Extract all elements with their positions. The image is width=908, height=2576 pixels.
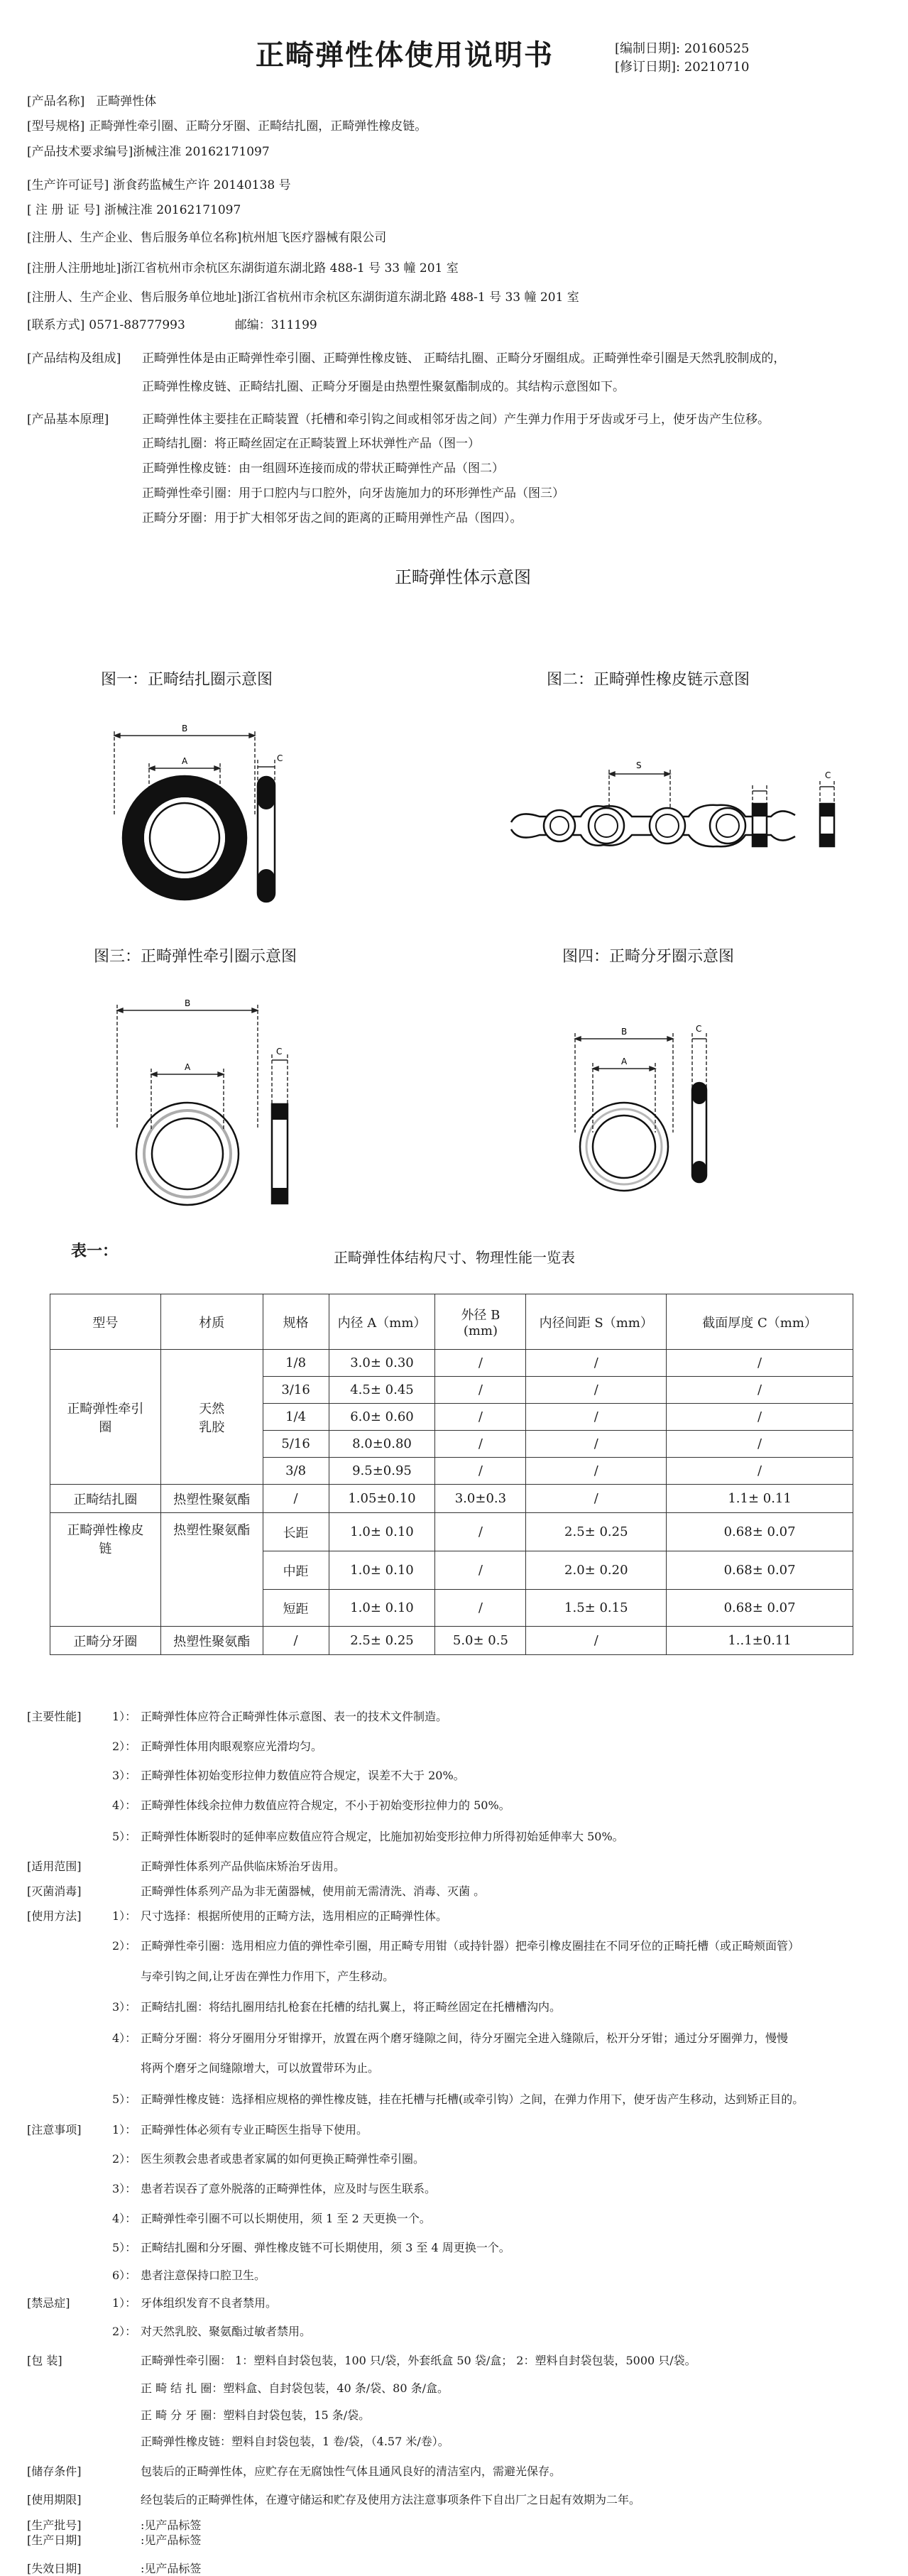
spacing-cell: / bbox=[526, 1377, 667, 1404]
note-text: 正 畸 分 牙 圈：塑料自封袋包装，15 条/袋。 bbox=[141, 2408, 371, 2422]
note-label: [包 装] bbox=[27, 2354, 62, 2367]
thickness-cell: 0.68± 0.07 bbox=[667, 1551, 853, 1590]
spec-cell: 3/8 bbox=[263, 1458, 329, 1485]
thickness-cell: 1.1± 0.11 bbox=[667, 1485, 853, 1513]
info-value: 正畸弹性牵引圈、正畸分牙圈、正畸结扎圈，正畸弹性橡皮链。 bbox=[89, 119, 427, 133]
note-label: [适用范围] bbox=[27, 1860, 82, 1873]
note-text: 正畸弹性橡皮链：塑料自封袋包装，1 卷/袋，（4.57 米/卷）。 bbox=[141, 2435, 449, 2448]
inner-diameter-cell: 6.0± 0.60 bbox=[329, 1404, 435, 1431]
header-cell: 材质 bbox=[160, 1294, 263, 1350]
thickness-cell: 0.68± 0.07 bbox=[667, 1513, 853, 1551]
note-text: 患者若误吞了意外脱落的正畸弹性体，应及时与医生联系。 bbox=[141, 2182, 437, 2195]
note-text: 正畸弹性牵引圈不可以长期使用，须 1 至 2 天更换一个。 bbox=[141, 2212, 431, 2225]
note-number: 5）： bbox=[112, 2241, 137, 2254]
info-row bbox=[27, 258, 459, 275]
inner-diameter-cell: 1.0± 0.10 bbox=[329, 1590, 435, 1627]
info-value: 浙食药监械生产许 20140138 号 bbox=[113, 178, 291, 192]
principle-line: 正畸弹性橡皮链：由一组圆环连接而成的带状正畸弹性产品（图二） bbox=[142, 462, 504, 476]
note-text: 正畸弹性牵引圈：选用相应力值的弹性牵引圈，用正畸专用钳（或持针器）把牵引橡皮圈挂在不同牙位的正畸托槽（或正畸颊面管） bbox=[141, 1939, 800, 1953]
note-line bbox=[27, 2491, 640, 2507]
note-line bbox=[27, 2090, 804, 2107]
note-number: 3）： bbox=[112, 2000, 137, 2014]
note-text: 正畸弹性体断裂时的延伸率应数值应符合规定，比施加初始变形拉伸力所得初始延伸率大 50%。 bbox=[141, 1830, 624, 1843]
principle-line: 正畸分牙圈：用于扩大相邻牙齿之间的距离的正畸用弹性产品（图四）。 bbox=[142, 511, 523, 525]
material-cell: 热塑性聚氨酯 bbox=[160, 1627, 263, 1655]
info-row bbox=[27, 315, 317, 332]
figure-2-elastic-chain bbox=[497, 738, 838, 880]
model-cell: 正畸结扎圈 bbox=[50, 1485, 161, 1513]
note-line bbox=[27, 2433, 449, 2449]
figure-1-title: 图一：正畸结扎圈示意图 bbox=[101, 671, 273, 689]
header-cell: 型号 bbox=[50, 1294, 161, 1350]
date-compiled: [编制日期]: 20160525 bbox=[615, 41, 750, 56]
note-text: 患者注意保持口腔卫生。 bbox=[141, 2269, 266, 2282]
principle-line: 正畸结扎圈：将正畸丝固定在正畸装置上环状弹性产品（图一） bbox=[142, 437, 480, 451]
note-line bbox=[27, 2239, 510, 2255]
header-cell: 内径 A（mm） bbox=[329, 1294, 435, 1350]
note-line bbox=[27, 2150, 425, 2166]
note-number: 5）： bbox=[112, 1830, 137, 1843]
note-line bbox=[27, 1907, 447, 1923]
note-label: [生产日期] bbox=[27, 2533, 82, 2547]
note-line bbox=[27, 2180, 436, 2196]
note-text: 正畸弹性体应符合正畸弹性体示意图、表一的技术文件制造。 bbox=[141, 1710, 448, 1723]
note-number: 4）： bbox=[112, 1799, 137, 1812]
info-label: [生产许可证号] bbox=[27, 178, 109, 192]
note-number: 5）： bbox=[112, 2092, 137, 2106]
note-number: 2）： bbox=[112, 2325, 137, 2338]
inner-diameter-cell: 2.5± 0.25 bbox=[329, 1627, 435, 1655]
outer-diameter-cell: / bbox=[435, 1513, 526, 1551]
info-label: [ 注 册 证 号] bbox=[27, 203, 100, 217]
note-number: 6）： bbox=[112, 2269, 137, 2282]
header-cell: 规格 bbox=[263, 1294, 329, 1350]
info-value: 正畸弹性体 bbox=[96, 94, 157, 109]
note-text: 对天然乳胶、聚氨酯过敏者禁用。 bbox=[141, 2325, 312, 2338]
document-title: 正畸弹性体使用说明书 bbox=[256, 39, 554, 72]
note-number: 3）： bbox=[112, 2182, 137, 2195]
note-text: :见产品标签 bbox=[141, 2518, 202, 2532]
structure-line: 正畸弹性橡皮链、正畸结扎圈、正畸分牙圈是由热塑性聚氨酯制成的。其结构示意图如下。 bbox=[142, 380, 625, 394]
note-text: 医生须教会患者或患者家属的如何更换正畸弹性牵引圈。 bbox=[141, 2152, 425, 2166]
note-label: [生产批号] bbox=[27, 2518, 82, 2532]
table-caption: 正畸弹性体结构尺寸、物理性能一览表 bbox=[334, 1249, 575, 1266]
note-text: 正 畸 结 扎 圈：塑料盒、自封袋包装，40 条/袋、80 条/盒。 bbox=[141, 2381, 449, 2395]
inner-diameter-cell: 8.0±0.80 bbox=[329, 1431, 435, 1458]
note-text: 经包装后的正畸弹性体，在遵守储运和贮存及使用方法注意事项条件下自出厂之日起有效期为二年。 bbox=[141, 2493, 641, 2506]
note-text: 正畸弹性体系列产品为非无菌器械，使用前无需清洗、消毒、灭菌 。 bbox=[141, 1884, 486, 1898]
note-text: :见产品标签 bbox=[141, 2562, 202, 2575]
thickness-cell: / bbox=[667, 1431, 853, 1458]
note-number: 3）： bbox=[112, 1769, 137, 1782]
note-text: 与牵引钩之间,让牙齿在弹性力作用下，产生移动。 bbox=[141, 1970, 395, 1983]
model-cell bbox=[50, 1513, 161, 1627]
dim-label-s: S bbox=[636, 760, 642, 770]
spacing-cell: 1.5± 0.15 bbox=[526, 1590, 667, 1627]
note-line bbox=[27, 2210, 431, 2226]
note-text: 牙体组织发育不良者禁用。 bbox=[141, 2296, 278, 2310]
inner-diameter-cell: 4.5± 0.45 bbox=[329, 1377, 435, 1404]
note-line bbox=[27, 2406, 370, 2423]
note-line bbox=[27, 2121, 368, 2137]
outer-diameter-cell: / bbox=[435, 1551, 526, 1590]
note-line bbox=[27, 2462, 561, 2479]
note-line bbox=[27, 2531, 201, 2548]
header-line: (mm) bbox=[463, 1324, 498, 1338]
spec-table bbox=[50, 1294, 853, 1655]
structure-line: 正畸弹性体是由正畸弹性牵引圈、正畸弹性橡皮链、 正畸结扎圈、正畸分牙圈组成。正畸弹性牵引圈是天然乳胶制成的， bbox=[142, 351, 786, 366]
note-line bbox=[27, 1767, 465, 1783]
inner-diameter-cell: 1.0± 0.10 bbox=[329, 1513, 435, 1551]
outer-diameter-cell: / bbox=[435, 1458, 526, 1485]
note-text: 尺寸选择：根据所使用的正畸方法，选用相应的正畸弹性体。 bbox=[141, 1909, 448, 1923]
info-postcode: 邮编：311199 bbox=[234, 318, 317, 332]
table-row bbox=[50, 1627, 853, 1655]
model-cell: 正畸分牙圈 bbox=[50, 1627, 161, 1655]
note-number: 1）： bbox=[112, 1710, 137, 1723]
table-row bbox=[50, 1485, 853, 1513]
dim-label-b: B bbox=[621, 1027, 628, 1037]
spec-cell: 短距 bbox=[263, 1590, 329, 1627]
note-line bbox=[27, 1937, 799, 1953]
model-line: 正畸弹性牵引 bbox=[67, 1401, 144, 1417]
info-label: [联系方式] bbox=[27, 318, 85, 332]
dim-label-c: C bbox=[276, 1047, 283, 1057]
figures-section-title: 正畸弹性体示意图 bbox=[395, 567, 531, 587]
note-line bbox=[27, 2516, 201, 2533]
thickness-cell: / bbox=[667, 1350, 853, 1377]
info-value: 浙江省杭州市余杭区东湖街道东湖北路 488-1 号 33 幢 201 室 bbox=[241, 290, 579, 305]
outer-diameter-cell: / bbox=[435, 1377, 526, 1404]
header-cell: 内径间距 S（mm） bbox=[526, 1294, 667, 1350]
model-line: 正畸弹性橡皮 bbox=[67, 1523, 144, 1538]
principle-label: [产品基本原理] bbox=[27, 413, 109, 427]
spec-cell: 5/16 bbox=[263, 1431, 329, 1458]
note-number: 2）： bbox=[112, 1939, 137, 1953]
thickness-cell: / bbox=[667, 1377, 853, 1404]
note-line bbox=[27, 2352, 696, 2368]
info-row bbox=[27, 116, 427, 133]
note-line bbox=[27, 2266, 266, 2283]
thickness-cell: 1..1±0.11 bbox=[667, 1627, 853, 1655]
note-number: 1）： bbox=[112, 2123, 137, 2136]
note-line bbox=[27, 2294, 277, 2310]
note-text: :见产品标签 bbox=[141, 2533, 202, 2547]
note-line bbox=[27, 2029, 788, 2046]
figure-4-separator-ring bbox=[554, 1019, 767, 1204]
spacing-cell: / bbox=[526, 1627, 667, 1655]
outer-diameter-cell: 3.0±0.3 bbox=[435, 1485, 526, 1513]
outer-diameter-cell: 5.0± 0.5 bbox=[435, 1627, 526, 1655]
note-line bbox=[27, 2323, 311, 2339]
note-line bbox=[27, 1968, 394, 1984]
inner-diameter-cell: 3.0± 0.30 bbox=[329, 1350, 435, 1377]
dim-label-a: A bbox=[185, 1062, 191, 1072]
header-cell: 截面厚度 C（mm） bbox=[667, 1294, 853, 1350]
spacing-cell: / bbox=[526, 1458, 667, 1485]
note-number: 2）： bbox=[112, 1740, 137, 1753]
spec-cell: 长距 bbox=[263, 1513, 329, 1551]
info-row bbox=[27, 227, 386, 245]
spec-cell: 1/4 bbox=[263, 1404, 329, 1431]
dim-label-b: B bbox=[182, 724, 188, 733]
material-line: 天然 bbox=[199, 1401, 225, 1417]
info-row bbox=[27, 141, 270, 159]
note-label: [使用期限] bbox=[27, 2493, 82, 2506]
spacing-cell: / bbox=[526, 1350, 667, 1377]
info-value: 0571-88777993 bbox=[89, 318, 185, 332]
principle-line: 正畸弹性牵引圈：用于口腔内与口腔外，向牙齿施加力的环形弹性产品（图三） bbox=[142, 486, 564, 501]
note-text: 正畸弹性体必须有专业正畸医生指导下使用。 bbox=[141, 2123, 368, 2136]
outer-diameter-cell: / bbox=[435, 1431, 526, 1458]
note-text: 正畸弹性体初始变形拉伸力数值应符合规定，误差不大于 20%。 bbox=[141, 1769, 465, 1782]
dim-label-b: B bbox=[185, 998, 191, 1008]
note-line bbox=[27, 1796, 510, 1813]
note-line bbox=[27, 2560, 201, 2576]
spacing-cell: / bbox=[526, 1431, 667, 1458]
info-row bbox=[27, 200, 241, 217]
note-text: 正畸结扎圈和分牙圈、弹性橡皮链不可长期使用，须 3 至 4 周更换一个。 bbox=[141, 2241, 510, 2254]
note-line bbox=[27, 2379, 449, 2396]
info-value: 浙江省杭州市余杭区东湖街道东湖北路 488-1 号 33 幢 201 室 bbox=[121, 261, 459, 275]
figure-2-title: 图二：正畸弹性橡皮链示意图 bbox=[547, 671, 750, 689]
note-number: 2）： bbox=[112, 2152, 137, 2166]
note-number: 1）： bbox=[112, 2296, 137, 2310]
spacing-cell: 2.5± 0.25 bbox=[526, 1513, 667, 1551]
model-line: 链 bbox=[99, 1541, 112, 1556]
material-cell: 热塑性聚氨酯 bbox=[160, 1485, 263, 1513]
thickness-cell: / bbox=[667, 1404, 853, 1431]
note-line bbox=[27, 1882, 485, 1899]
note-text: 正畸弹性体系列产品供临床矫治牙齿用。 bbox=[141, 1860, 346, 1873]
model-line: 圈 bbox=[99, 1419, 112, 1435]
note-label: [失效日期] bbox=[27, 2562, 82, 2575]
note-label: [灭菌消毒] bbox=[27, 1884, 82, 1898]
dim-label-c: C bbox=[825, 770, 831, 780]
info-label: [注册人、生产企业、售后服务单位名称] bbox=[27, 231, 242, 245]
note-line bbox=[27, 1828, 624, 1844]
note-text: 将两个磨牙之间缝隙增大，可以放置带环为止。 bbox=[141, 2061, 380, 2075]
inner-diameter-cell: 1.0± 0.10 bbox=[329, 1551, 435, 1590]
thickness-cell: 0.68± 0.07 bbox=[667, 1590, 853, 1627]
note-number: 4）： bbox=[112, 2031, 137, 2045]
note-text: 包装后的正畸弹性体，应贮存在无腐蚀性气体且通风良好的清洁室内，需避光保存。 bbox=[141, 2465, 562, 2478]
note-number: 4）： bbox=[112, 2212, 137, 2225]
info-label: [产品技术要求编号] bbox=[27, 145, 133, 159]
thickness-cell: / bbox=[667, 1458, 853, 1485]
note-label: [注意事项] bbox=[27, 2123, 82, 2136]
info-row bbox=[27, 175, 291, 192]
note-line bbox=[27, 1857, 345, 1874]
principle-line: 正畸弹性体主要挂在正畸装置（托槽和牵引钩之间或相邻牙齿之间）产生弹力作用于牙齿或牙弓上，使牙齿产生位移。 bbox=[142, 413, 770, 427]
spacing-cell: 2.0± 0.20 bbox=[526, 1551, 667, 1590]
info-row bbox=[27, 91, 156, 109]
outer-diameter-cell: / bbox=[435, 1350, 526, 1377]
material-cell bbox=[160, 1350, 263, 1485]
outer-diameter-cell: / bbox=[435, 1590, 526, 1627]
dim-label-c: C bbox=[696, 1024, 702, 1034]
figure-1-ligature-ring bbox=[92, 710, 327, 909]
spec-cell: 中距 bbox=[263, 1551, 329, 1590]
info-value: 杭州旭飞医疗器械有限公司 bbox=[241, 231, 387, 245]
info-value: 浙械注准 20162171097 bbox=[104, 203, 241, 217]
table-row bbox=[50, 1513, 853, 1551]
note-label: [储存条件] bbox=[27, 2465, 82, 2478]
model-cell bbox=[50, 1350, 161, 1485]
outer-diameter-cell: / bbox=[435, 1404, 526, 1431]
material-cell: 热塑性聚氨酯 bbox=[160, 1513, 263, 1627]
material-line: 乳胶 bbox=[199, 1419, 225, 1435]
note-text: 正畸结扎圈：将结扎圈用结扎枪套在托槽的结扎翼上，将正畸丝固定在托槽槽沟内。 bbox=[141, 2000, 562, 2014]
note-text: 正畸弹性体用肉眼观察应光滑均匀。 bbox=[141, 1740, 323, 1753]
spec-cell: 1/8 bbox=[263, 1350, 329, 1377]
dim-label-a: A bbox=[182, 756, 188, 766]
note-line bbox=[27, 2059, 379, 2075]
spacing-cell: / bbox=[526, 1485, 667, 1513]
info-label: [注册人注册地址] bbox=[27, 261, 121, 275]
spacing-cell: / bbox=[526, 1404, 667, 1431]
dim-label-a: A bbox=[621, 1057, 628, 1066]
note-line bbox=[27, 1737, 322, 1754]
info-label: [产品名称] bbox=[27, 94, 85, 109]
info-label: [型号规格] bbox=[27, 119, 85, 133]
note-number: 1）： bbox=[112, 1909, 137, 1923]
info-row bbox=[27, 287, 579, 305]
info-value: 浙械注准 20162171097 bbox=[133, 145, 270, 159]
note-label: [禁忌症] bbox=[27, 2296, 70, 2310]
inner-diameter-cell: 1.05±0.10 bbox=[329, 1485, 435, 1513]
dim-label-c: C bbox=[277, 753, 283, 763]
table-caption-left: 表一： bbox=[71, 1242, 119, 1260]
note-label: [主要性能] bbox=[27, 1710, 82, 1723]
note-line bbox=[27, 1708, 447, 1724]
note-text: 正畸分牙圈：将分牙圈用分牙钳撑开，放置在两个磨牙缝隙之间，待分牙圈完全进入缝隙后，松开分牙钳；通过分牙圈弹力，慢慢 bbox=[141, 2031, 789, 2045]
table-header-row bbox=[50, 1294, 853, 1350]
note-text: 正畸弹性橡皮链：选择相应规格的弹性橡皮链，挂在托槽与托槽(或牵引钩）之间，在弹力作用下，使牙齿产生移动，达到矫正目的。 bbox=[141, 2092, 804, 2106]
date-revised: [修订日期]: 20210710 bbox=[615, 60, 750, 75]
note-line bbox=[27, 1998, 561, 2014]
note-text: 正畸弹性体线余拉伸力数值应符合规定，不小于初始变形拉伸力的 50%。 bbox=[141, 1799, 510, 1812]
note-text: 正畸弹性牵引圈： 1：塑料自封袋包装，100 只/袋，外套纸盒 50 袋/盒； 2：塑料自封袋包装，5000 只/袋。 bbox=[141, 2354, 696, 2367]
info-label: [注册人、生产企业、售后服务单位地址] bbox=[27, 290, 242, 305]
figure-3-traction-ring bbox=[96, 990, 309, 1211]
header-cell bbox=[435, 1294, 526, 1350]
figure-3-title: 图三：正畸弹性牵引圈示意图 bbox=[94, 948, 297, 966]
note-label: [使用方法] bbox=[27, 1909, 82, 1923]
table-row bbox=[50, 1350, 853, 1377]
inner-diameter-cell: 9.5±0.95 bbox=[329, 1458, 435, 1485]
structure-label: [产品结构及组成] bbox=[27, 351, 121, 366]
spec-cell: 3/16 bbox=[263, 1377, 329, 1404]
figure-4-title: 图四：正畸分牙圈示意图 bbox=[562, 948, 735, 966]
spec-cell: / bbox=[263, 1627, 329, 1655]
header-line: 外径 B bbox=[461, 1308, 501, 1323]
spec-cell: / bbox=[263, 1485, 329, 1513]
